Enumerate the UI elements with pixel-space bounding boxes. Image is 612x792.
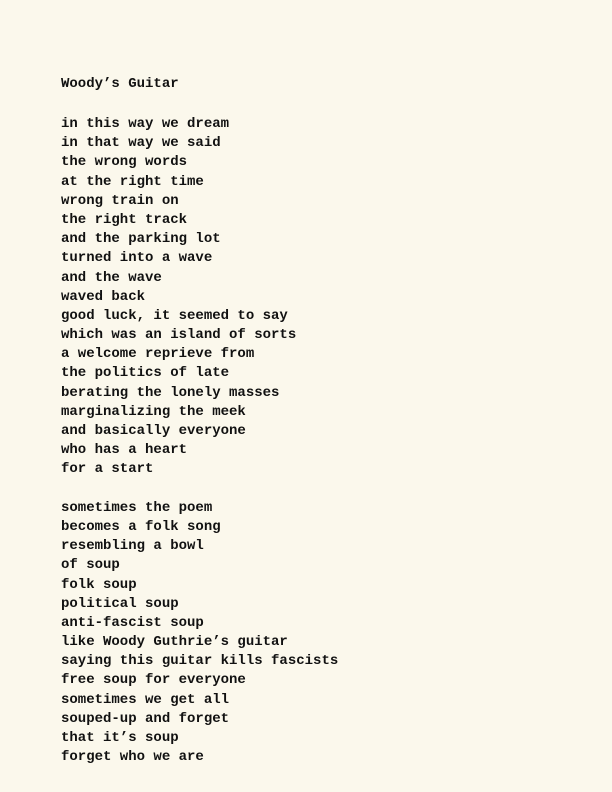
poem-line: resembling a bowl: [61, 538, 204, 555]
poem-page: [61, 75, 591, 767]
poem-line: that it’s soup: [61, 730, 179, 746]
poem-line: at the right time: [61, 173, 204, 190]
poem-line: forget who we are: [61, 749, 204, 766]
poem-line: and the wave: [61, 269, 162, 286]
poem-line: political soup: [61, 595, 179, 612]
poem-line: sometimes the poem: [61, 499, 213, 516]
poem-line: marginalizing the meek: [61, 403, 246, 420]
poem-line: becomes a folk song: [61, 518, 221, 535]
poem-line: good luck, it seemed to say: [61, 307, 288, 324]
poem-line: turned into a wave: [61, 250, 213, 267]
poem-line: in that way we said: [61, 135, 221, 152]
poem-line: souped-up and forget: [61, 710, 230, 727]
poem-line: free soup for everyone: [61, 672, 246, 689]
poem-title: Woody’s Guitar: [61, 76, 179, 92]
poem-line: the politics of late: [61, 365, 230, 382]
poem-line: wrong train on: [61, 192, 179, 209]
stanza-2: [61, 499, 591, 768]
poem-line: the wrong words: [61, 154, 188, 171]
poem-line: for a start: [61, 461, 154, 478]
poem-line: saying this guitar kills fascists: [61, 653, 339, 670]
poem-line: waved back: [61, 288, 146, 305]
poem-line: a welcome reprieve from: [61, 346, 255, 363]
poem-line: who has a heart: [61, 442, 188, 459]
poem-line: which was an island of sorts: [61, 327, 297, 344]
poem-line: the right track: [61, 211, 188, 228]
poem-line: and basically everyone: [61, 423, 246, 439]
poem-line: folk soup: [61, 576, 137, 593]
poem-line: in this way we dream: [61, 116, 230, 132]
poem-line: and the parking lot: [61, 231, 221, 248]
poem-line: berating the lonely masses: [61, 384, 280, 401]
poem-line: like Woody Guthrie’s guitar: [61, 634, 288, 651]
poem-line: anti-fascist soup: [61, 614, 204, 631]
poem-line: of soup: [61, 557, 120, 574]
stanza-1: [61, 115, 591, 480]
poem-line: sometimes we get all: [61, 691, 230, 708]
poem-body: [61, 115, 591, 767]
